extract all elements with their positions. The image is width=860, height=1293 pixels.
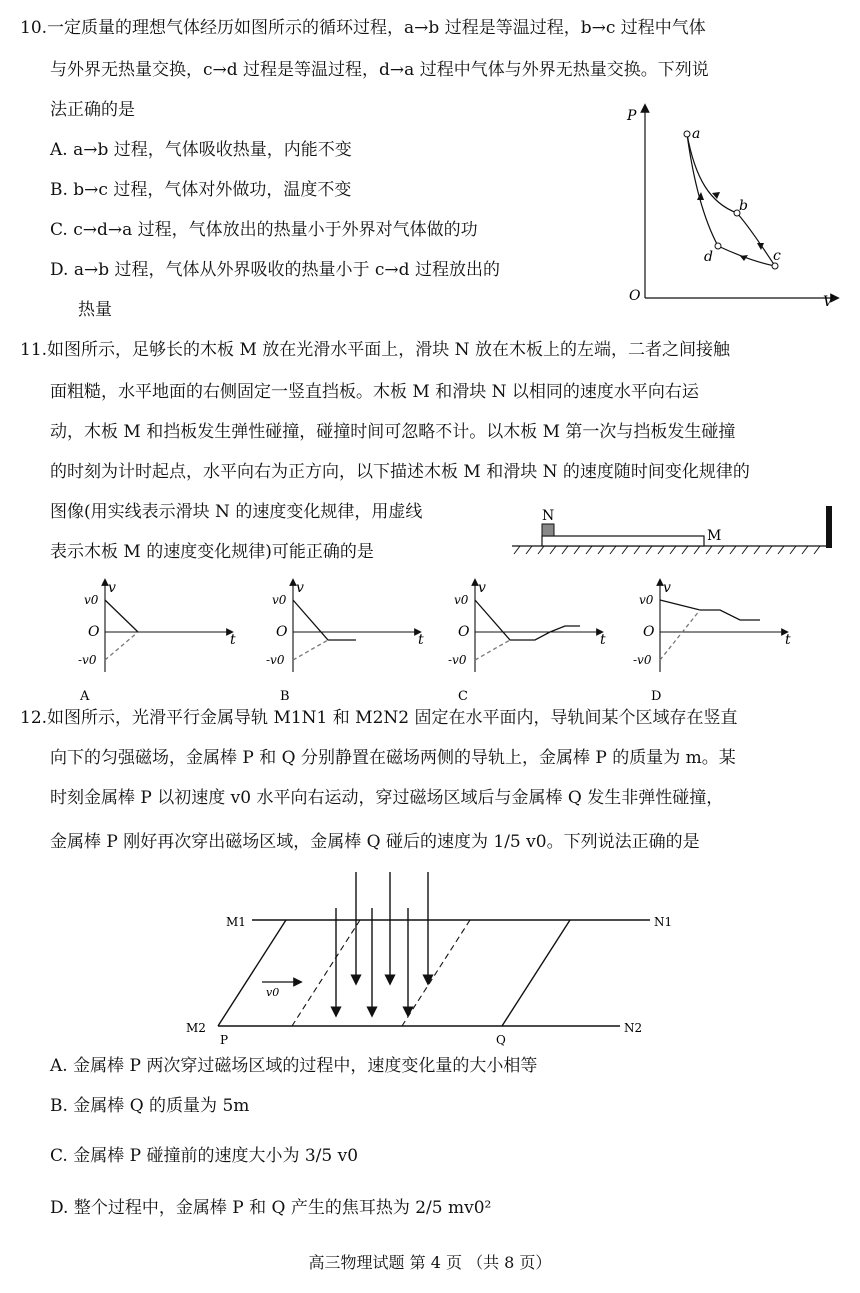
point-d: [715, 243, 721, 249]
label-n: N: [542, 508, 555, 524]
origin-label: O: [629, 288, 641, 304]
q12-option-d: D. 整个过程中，金属棒 P 和 Q 产生的焦耳热为 2/5 mv0²: [50, 1198, 492, 1218]
v-axis-label: V: [823, 294, 834, 310]
q12-number: 12.: [20, 708, 48, 728]
svg-text:v: v: [296, 580, 304, 596]
svg-text:-v0: -v0: [78, 653, 97, 667]
block-n: [542, 524, 554, 536]
q12-line-2: 向下的匀强磁场，金属棒 P 和 Q 分别静置在磁场两侧的导轨上，金属棒 P 的质量为 m。某: [50, 748, 736, 768]
q10-option-a: A. a→b 过程，气体吸收热量，内能不变: [50, 140, 352, 160]
p-axis-label: P: [627, 108, 637, 124]
q10-line-1: 10.一定质量的理想气体经历如图所示的循环过程，a→b 过程是等温过程，b→c 过程中气体: [20, 18, 706, 38]
graph-a-label: A: [80, 689, 90, 704]
svg-text:v: v: [478, 580, 486, 596]
svg-text:v0: v0: [272, 593, 287, 607]
graph-d-solid: [660, 600, 760, 620]
svg-text:-v0: -v0: [266, 653, 285, 667]
rod-p: [218, 920, 286, 1026]
svg-text:O: O: [276, 624, 288, 640]
label-b: b: [739, 198, 748, 214]
svg-text:O: O: [643, 624, 655, 640]
magnetic-field-arrows: [336, 872, 428, 1012]
graph-b-dashed: [293, 640, 328, 660]
graph-a-solid: [105, 600, 138, 632]
field-boundary-right: [402, 920, 470, 1026]
q10-option-c: C. c→d→a 过程，气体放出的热量小于外界对气体做的功: [50, 220, 478, 240]
svg-text:v: v: [108, 580, 116, 596]
q12-option-c: C. 金属棒 P 碰撞前的速度大小为 3/5 v0: [50, 1146, 359, 1166]
label-c: c: [773, 248, 781, 264]
graph-a: [78, 580, 236, 704]
q11-line-3: 动，木板 M 和挡板发生弹性碰撞，碰撞时间可忽略不计。以木板 M 第一次与挡板发生碰撞: [50, 422, 736, 442]
q11-board-figure: [510, 498, 840, 560]
q10-option-b: B. b→c 过程，气体对外做功，温度不变: [50, 180, 352, 200]
q10-number: 10.: [20, 18, 48, 38]
q10-option-d: D. a→b 过程，气体从外界吸收的热量小于 c→d 过程放出的: [50, 260, 500, 280]
q11-line-5: 图像(用实线表示滑块 N 的速度变化规律，用虚线: [50, 502, 423, 522]
curve-ab: [687, 134, 737, 213]
q11-line-6: 表示木板 M 的速度变化规律)可能正确的是: [50, 542, 374, 562]
board-m: [542, 536, 704, 546]
rod-q: [502, 920, 570, 1026]
q12-rail-figure: [180, 868, 673, 1048]
graph-c: [448, 580, 606, 704]
graph-a-dashed: [105, 632, 138, 660]
q10-line-3: 法正确的是: [50, 100, 135, 120]
svg-text:v0: v0: [454, 593, 469, 607]
graph-b-solid: [293, 600, 356, 640]
graph-c-solid: [475, 600, 580, 640]
svg-text:v0: v0: [84, 593, 99, 607]
q12-line-3: 时刻金属棒 P 以初速度 v0 水平向右运动，穿过磁场区域后与金属棒 Q 发生非弹性碰撞，: [50, 788, 724, 808]
q11-number: 11.: [20, 340, 48, 360]
label-q: Q: [496, 1033, 506, 1047]
svg-text:-v0: -v0: [448, 653, 467, 667]
label-m2: M2: [186, 1021, 206, 1035]
label-m: M: [707, 528, 722, 544]
q10-line-2: 与外界无热量交换，c→d 过程是等温过程，d→a 过程中气体与外界无热量交换。下列说: [50, 60, 709, 80]
curve-da: [687, 134, 718, 246]
graph-d: [633, 580, 791, 704]
svg-text:-v0: -v0: [633, 653, 652, 667]
label-n1: N1: [654, 915, 673, 929]
graph-c-dashed: [475, 640, 510, 660]
q11-line-2: 面粗糙，水平地面的右侧固定一竖直挡板。木板 M 和滑块 N 以相同的速度水平向右运: [50, 382, 699, 402]
svg-text:t: t: [418, 632, 424, 648]
page-footer: 高三物理试题 第 4 页 （共 8 页）: [308, 1253, 552, 1272]
label-n2: N2: [624, 1021, 643, 1035]
graph-c-label: C: [458, 689, 468, 704]
q12-line-1: 12.如图所示，光滑平行金属导轨 M1N1 和 M2N2 固定在水平面内，导轨间某个区域存在竖直: [20, 708, 738, 728]
svg-text:v: v: [663, 580, 671, 596]
q11-line-1: 11.如图所示，足够长的木板 M 放在光滑水平面上，滑块 N 放在木板上的左端，二者之间接触: [20, 340, 730, 360]
q12-option-a: A. 金属棒 P 两次穿过磁场区域的过程中，速度变化量的大小相等: [50, 1056, 538, 1076]
q12-line-4: 金属棒 P 刚好再次穿出磁场区域，金属棒 Q 碰后的速度为 1/5 v0。下列说法正确的是: [50, 832, 700, 852]
svg-text:t: t: [230, 632, 236, 648]
graph-b-label: B: [280, 689, 290, 704]
label-v0: v0: [266, 986, 280, 999]
q10-option-d-cont: 热量: [78, 300, 112, 320]
graph-d-label: D: [651, 689, 662, 704]
q11-graphs: [60, 572, 800, 704]
svg-text:v0: v0: [639, 593, 654, 607]
graph-d-dashed: [660, 610, 700, 660]
q10-pv-diagram: [615, 98, 845, 308]
barrier: [826, 506, 832, 548]
point-a: [684, 131, 690, 137]
label-d: d: [704, 249, 713, 265]
q12-option-b: B. 金属棒 Q 的质量为 5m: [50, 1096, 250, 1116]
label-a: a: [692, 126, 701, 142]
ground-hatch: [514, 546, 820, 554]
svg-text:O: O: [458, 624, 470, 640]
label-m1: M1: [226, 915, 246, 929]
field-boundary-left: [292, 920, 360, 1026]
q11-line-4: 的时刻为计时起点，水平向右为正方向，以下描述木板 M 和滑块 N 的速度随时间变化规律的: [50, 462, 750, 482]
graph-b: [266, 580, 424, 704]
svg-text:O: O: [88, 624, 100, 640]
label-p: P: [220, 1033, 229, 1047]
svg-text:t: t: [785, 632, 791, 648]
svg-text:t: t: [600, 632, 606, 648]
